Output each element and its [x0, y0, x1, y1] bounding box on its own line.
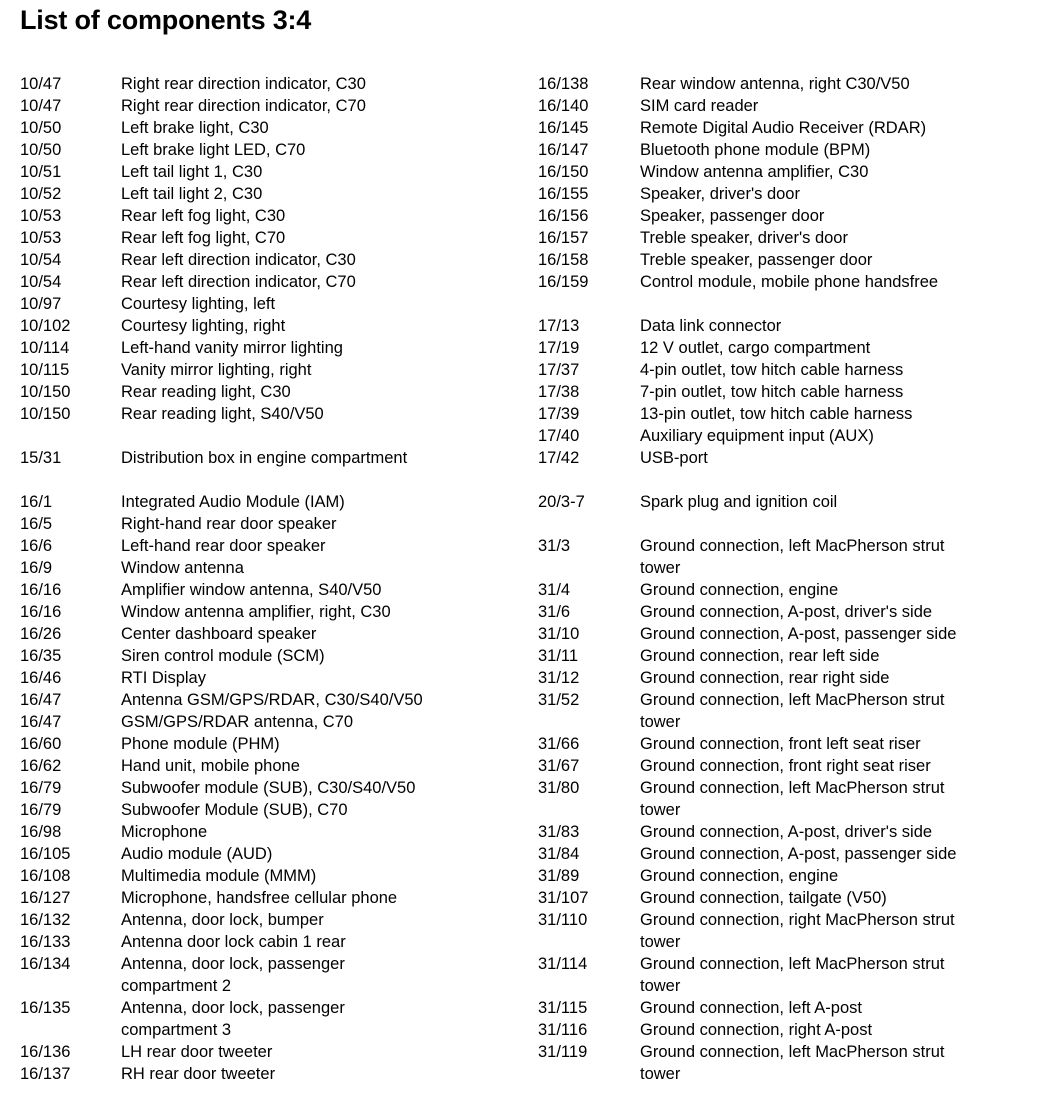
component-row [20, 139, 520, 161]
component-description: Distribution box in engine compartment [121, 449, 408, 467]
component-description: Siren control module (SCM) [121, 647, 325, 665]
component-description: Ground connection, engine [640, 581, 839, 599]
component-code: 31/114 [538, 955, 588, 973]
component-code: 16/147 [538, 141, 589, 159]
component-code: 17/19 [538, 339, 580, 357]
component-row [538, 249, 1048, 271]
component-row [20, 645, 520, 667]
component-code: 10/54 [20, 251, 62, 269]
component-row [20, 931, 520, 953]
component-description: Amplifier window antenna, S40/V50 [121, 581, 382, 599]
component-code: 16/132 [20, 911, 71, 929]
component-row [538, 997, 1048, 1019]
component-code: 16/47 [20, 713, 62, 731]
component-row [538, 865, 1048, 887]
component-row [538, 447, 1048, 469]
component-code: 10/53 [20, 229, 62, 247]
component-description: Left tail light 1, C30 [121, 163, 263, 181]
component-description: Ground connection, front left seat riser [640, 735, 921, 753]
component-row [538, 227, 1048, 249]
component-code: 31/84 [538, 845, 580, 863]
component-description: Vanity mirror lighting, right [121, 361, 312, 379]
component-code: 16/137 [20, 1065, 71, 1083]
component-row [20, 579, 520, 601]
component-code: 10/150 [20, 405, 71, 423]
component-description: LH rear door tweeter [121, 1043, 273, 1061]
component-code: 10/114 [20, 339, 70, 357]
component-description: GSM/GPS/RDAR antenna, C70 [121, 713, 354, 731]
component-code: 31/116 [538, 1021, 588, 1039]
component-description: Antenna, door lock, passenger compartment 2 [121, 955, 345, 995]
component-code: 16/60 [20, 735, 62, 753]
component-code: 16/98 [20, 823, 62, 841]
component-code: 16/16 [20, 581, 62, 599]
component-code: 16/62 [20, 757, 62, 775]
component-row [538, 909, 1048, 953]
component-code: 31/12 [538, 669, 580, 687]
component-row [20, 183, 520, 205]
component-description: Microphone, handsfree cellular phone [121, 889, 398, 907]
component-row [538, 755, 1048, 777]
component-row [20, 513, 520, 535]
component-description: Antenna, door lock, passenger compartment 3 [121, 999, 345, 1039]
component-description: Rear left direction indicator, C70 [121, 273, 356, 291]
component-row [538, 843, 1048, 865]
component-description: Courtesy lighting, left [121, 295, 276, 313]
component-description: Ground connection, front right seat riser [640, 757, 931, 775]
component-description: USB-port [640, 449, 708, 467]
list-spacer [538, 513, 1048, 535]
component-row [20, 887, 520, 909]
component-row [20, 227, 520, 249]
component-description: Speaker, passenger door [640, 207, 825, 225]
component-description: Right-hand rear door speaker [121, 515, 337, 533]
component-description: Phone module (PHM) [121, 735, 280, 753]
component-code: 16/150 [538, 163, 589, 181]
component-row [538, 381, 1048, 403]
component-description: Ground connection, rear left side [640, 647, 880, 665]
component-row [538, 139, 1048, 161]
component-description: 4-pin outlet, tow hitch cable harness [640, 361, 904, 379]
component-row [20, 1041, 520, 1063]
component-code: 31/110 [538, 911, 588, 929]
component-code: 17/37 [538, 361, 580, 379]
component-description: Hand unit, mobile phone [121, 757, 300, 775]
component-row [20, 73, 520, 95]
component-code: 16/105 [20, 845, 71, 863]
component-code: 10/52 [20, 185, 62, 203]
component-description: Rear left fog light, C30 [121, 207, 286, 225]
component-code: 16/138 [538, 75, 589, 93]
component-description: Ground connection, left MacPherson strut tower [640, 537, 945, 577]
component-row [20, 535, 520, 557]
component-code: 16/46 [20, 669, 62, 687]
component-row [20, 117, 520, 139]
component-row [20, 711, 520, 733]
component-description: Subwoofer Module (SUB), C70 [121, 801, 348, 819]
component-row [20, 909, 520, 931]
component-code: 31/80 [538, 779, 580, 797]
component-row [20, 777, 520, 799]
component-description: Antenna GSM/GPS/RDAR, C30/S40/V50 [121, 691, 423, 709]
component-description: 13-pin outlet, tow hitch cable harness [640, 405, 913, 423]
component-code: 16/145 [538, 119, 589, 137]
component-row [538, 337, 1048, 359]
component-description: Spark plug and ignition coil [640, 493, 838, 511]
component-code: 31/107 [538, 889, 589, 907]
component-description: Antenna door lock cabin 1 rear [121, 933, 346, 951]
component-description: Window antenna amplifier, C30 [640, 163, 869, 181]
component-code: 16/157 [538, 229, 589, 247]
component-code: 16/1 [20, 493, 53, 511]
component-code: 10/47 [20, 97, 62, 115]
component-description: Auxiliary equipment input (AUX) [640, 427, 874, 445]
component-row [538, 667, 1048, 689]
component-description: Subwoofer module (SUB), C30/S40/V50 [121, 779, 416, 797]
component-row [538, 1019, 1048, 1041]
component-code: 16/158 [538, 251, 589, 269]
component-description: Window antenna [121, 559, 244, 577]
component-row [538, 1041, 1048, 1085]
component-code: 10/50 [20, 141, 62, 159]
component-description: Ground connection, left MacPherson strut tower [640, 1043, 945, 1083]
component-code: 31/4 [538, 581, 571, 599]
component-code: 17/13 [538, 317, 580, 335]
component-code: 16/108 [20, 867, 71, 885]
component-description: Center dashboard speaker [121, 625, 317, 643]
component-description: Ground connection, tailgate (V50) [640, 889, 887, 907]
component-row [20, 205, 520, 227]
component-code: 31/115 [538, 999, 588, 1017]
component-row [538, 117, 1048, 139]
component-description: Multimedia module (MMM) [121, 867, 317, 885]
component-description: Left brake light, C30 [121, 119, 269, 137]
component-code: 16/156 [538, 207, 589, 225]
component-row [538, 95, 1048, 117]
component-description: Ground connection, rear right side [640, 669, 890, 687]
component-description: Ground connection, A-post, passenger side [640, 845, 957, 863]
component-code: 16/159 [538, 273, 589, 291]
component-code: 16/16 [20, 603, 62, 621]
component-row [538, 645, 1048, 667]
component-row [20, 271, 520, 293]
component-row [538, 821, 1048, 843]
component-row [20, 403, 520, 425]
component-code: 10/115 [20, 361, 70, 379]
component-list-right-column [538, 73, 1048, 1085]
component-row [20, 249, 520, 271]
component-row [538, 887, 1048, 909]
list-spacer [538, 293, 1048, 315]
component-description: Ground connection, A-post, driver's side [640, 823, 933, 841]
component-code: 10/53 [20, 207, 62, 225]
component-code: 10/47 [20, 75, 62, 93]
component-description: RTI Display [121, 669, 206, 687]
component-row [20, 293, 520, 315]
component-row [20, 733, 520, 755]
component-row [538, 689, 1048, 733]
component-description: Right rear direction indicator, C70 [121, 97, 366, 115]
component-row [20, 821, 520, 843]
component-row [538, 315, 1048, 337]
component-code: 16/134 [20, 955, 71, 973]
component-code: 16/127 [20, 889, 71, 907]
component-code: 17/40 [538, 427, 580, 445]
component-code: 20/3-7 [538, 493, 585, 511]
component-row [538, 579, 1048, 601]
component-row [20, 689, 520, 711]
component-code: 31/3 [538, 537, 571, 555]
component-code: 16/6 [20, 537, 53, 555]
component-description: Left tail light 2, C30 [121, 185, 263, 203]
component-description: Rear left direction indicator, C30 [121, 251, 356, 269]
component-description: Control module, mobile phone handsfree [640, 273, 939, 291]
component-code: 15/31 [20, 449, 62, 467]
component-code: 16/35 [20, 647, 62, 665]
component-row [538, 271, 1048, 293]
component-description: Bluetooth phone module (BPM) [640, 141, 871, 159]
component-row [20, 601, 520, 623]
component-row [538, 733, 1048, 755]
component-description: Window antenna amplifier, right, C30 [121, 603, 391, 621]
component-code: 10/150 [20, 383, 71, 401]
component-description: Right rear direction indicator, C30 [121, 75, 366, 93]
component-code: 16/135 [20, 999, 71, 1017]
component-code: 16/26 [20, 625, 62, 643]
component-row [20, 755, 520, 777]
component-code: 16/155 [538, 185, 589, 203]
component-code: 10/102 [20, 317, 71, 335]
component-description: Ground connection, right A-post [640, 1021, 873, 1039]
list-spacer [20, 469, 520, 491]
component-description: Ground connection, right MacPherson strut tower [640, 911, 955, 951]
component-code: 16/5 [20, 515, 53, 533]
component-row [538, 953, 1048, 997]
component-description: Ground connection, left MacPherson strut tower [640, 779, 945, 819]
component-row [538, 403, 1048, 425]
component-row [538, 777, 1048, 821]
component-description: Rear reading light, C30 [121, 383, 291, 401]
component-code: 17/42 [538, 449, 580, 467]
component-row [20, 865, 520, 887]
component-row [20, 623, 520, 645]
component-description: Microphone [121, 823, 208, 841]
component-row [538, 601, 1048, 623]
component-row [20, 953, 520, 997]
component-row [538, 535, 1048, 579]
component-code: 31/119 [538, 1043, 588, 1061]
component-row [538, 161, 1048, 183]
component-code: 31/6 [538, 603, 571, 621]
component-description: RH rear door tweeter [121, 1065, 276, 1083]
component-description: SIM card reader [640, 97, 759, 115]
component-code: 16/47 [20, 691, 62, 709]
component-code: 10/51 [20, 163, 62, 181]
component-row [20, 799, 520, 821]
component-row [538, 359, 1048, 381]
component-row [538, 491, 1048, 513]
component-description: Treble speaker, driver's door [640, 229, 848, 247]
component-code: 31/11 [538, 647, 579, 665]
component-code: 31/89 [538, 867, 580, 885]
component-description: Treble speaker, passenger door [640, 251, 873, 269]
component-description: Ground connection, A-post, passenger side [640, 625, 957, 643]
component-description: Ground connection, left MacPherson strut tower [640, 955, 945, 995]
component-description: Ground connection, engine [640, 867, 839, 885]
component-code: 16/79 [20, 779, 62, 797]
component-description: Integrated Audio Module (IAM) [121, 493, 345, 511]
component-row [20, 1063, 520, 1085]
component-description: Remote Digital Audio Receiver (RDAR) [640, 119, 927, 137]
component-code: 17/38 [538, 383, 580, 401]
page-title: List of components 3:4 [20, 5, 312, 35]
component-row [20, 557, 520, 579]
component-description: Ground connection, left MacPherson strut tower [640, 691, 945, 731]
component-row [20, 667, 520, 689]
component-description: Left-hand vanity mirror lighting [121, 339, 343, 357]
component-row [20, 381, 520, 403]
component-row [538, 73, 1048, 95]
component-code: 16/9 [20, 559, 53, 577]
component-code: 31/66 [538, 735, 580, 753]
component-code: 10/50 [20, 119, 62, 137]
component-code: 31/67 [538, 757, 580, 775]
component-row [20, 337, 520, 359]
component-description: Antenna, door lock, bumper [121, 911, 324, 929]
component-code: 16/133 [20, 933, 71, 951]
component-description: 12 V outlet, cargo compartment [640, 339, 871, 357]
component-code: 16/136 [20, 1043, 71, 1061]
list-spacer [20, 425, 520, 447]
component-row [538, 425, 1048, 447]
component-description: Left brake light LED, C70 [121, 141, 306, 159]
component-description: Rear window antenna, right C30/V50 [640, 75, 910, 93]
component-description: Courtesy lighting, right [121, 317, 286, 335]
component-code: 17/39 [538, 405, 580, 423]
component-description: Left-hand rear door speaker [121, 537, 326, 555]
component-code: 31/52 [538, 691, 580, 709]
component-description: Speaker, driver's door [640, 185, 800, 203]
component-row [20, 359, 520, 381]
component-row [20, 315, 520, 337]
component-description: Ground connection, A-post, driver's side [640, 603, 933, 621]
component-description: Ground connection, left A-post [640, 999, 862, 1017]
list-spacer [538, 469, 1048, 491]
component-description: Rear reading light, S40/V50 [121, 405, 324, 423]
component-code: 16/140 [538, 97, 589, 115]
component-code: 16/79 [20, 801, 62, 819]
component-code: 31/10 [538, 625, 580, 643]
component-row [20, 95, 520, 117]
component-description: 7-pin outlet, tow hitch cable harness [640, 383, 904, 401]
component-row [20, 447, 520, 469]
component-row [538, 623, 1048, 645]
component-row [20, 843, 520, 865]
component-row [20, 997, 520, 1041]
component-list-left-column [20, 73, 520, 1085]
component-row [538, 183, 1048, 205]
component-row [20, 161, 520, 183]
component-code: 10/97 [20, 295, 62, 313]
component-row [20, 491, 520, 513]
component-description: Rear left fog light, C70 [121, 229, 286, 247]
component-code: 31/83 [538, 823, 580, 841]
component-description: Audio module (AUD) [121, 845, 273, 863]
component-row [538, 205, 1048, 227]
component-description: Data link connector [640, 317, 782, 335]
component-code: 10/54 [20, 273, 62, 291]
